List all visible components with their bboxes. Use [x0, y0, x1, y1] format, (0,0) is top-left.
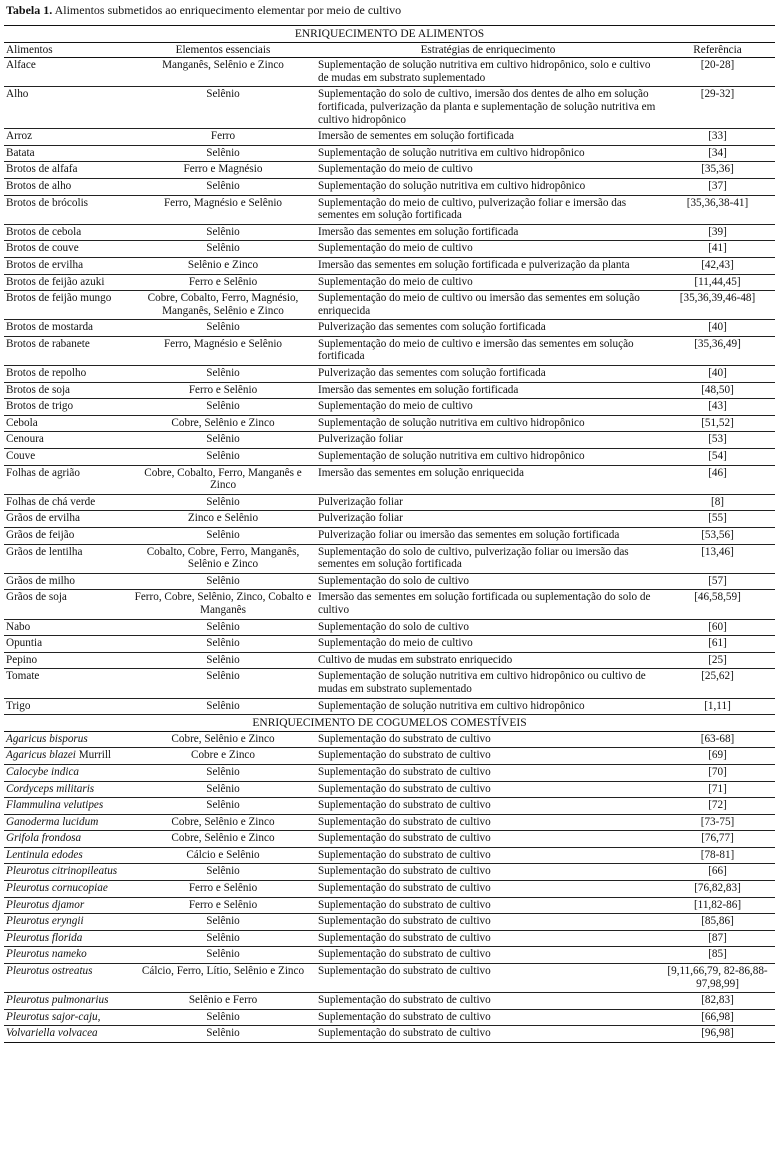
table-row	[4, 590, 775, 619]
strategy-cell: Suplementação do substrato de cultivo	[316, 781, 660, 798]
reference-cell: [66]	[660, 864, 775, 881]
reference-cell: [96,98]	[660, 1026, 775, 1043]
elements-cell: Selênio	[130, 432, 316, 449]
reference-cell: [40]	[660, 320, 775, 337]
strategy-cell: Pulverização das sementes com solução fortificada	[316, 320, 660, 337]
reference-cell: [51,52]	[660, 415, 775, 432]
elements-cell: Ferro	[130, 129, 316, 146]
reference-cell: [35,36]	[660, 162, 775, 179]
mushroom-cell	[4, 930, 130, 947]
food-cell: Brotos de repolho	[4, 366, 130, 383]
table-row	[4, 1026, 775, 1043]
table-row	[4, 1009, 775, 1026]
elements-cell: Cobre, Selênio e Zinco	[130, 814, 316, 831]
reference-cell: [61]	[660, 636, 775, 653]
reference-cell: [55]	[660, 511, 775, 528]
strategy-cell: Suplementação do meio de cultivo e imersão das sementes em solução fortificada	[316, 336, 660, 365]
strategy-cell: Suplementação do substrato de cultivo	[316, 764, 660, 781]
food-cell: Brotos de feijão azuki	[4, 274, 130, 291]
food-cell: Grãos de soja	[4, 590, 130, 619]
table-row	[4, 195, 775, 224]
elements-cell: Ferro e Selênio	[130, 382, 316, 399]
elements-cell: Selênio	[130, 494, 316, 511]
elements-cell: Cobre, Selênio e Zinco	[130, 415, 316, 432]
table-caption-label: Tabela 1.	[6, 3, 53, 17]
food-cell: Pepino	[4, 652, 130, 669]
strategy-cell: Cultivo de mudas em substrato enriquecido	[316, 652, 660, 669]
mushroom-cell	[4, 947, 130, 964]
species-author: Murrill	[75, 749, 112, 762]
food-cell: Brotos de rabanete	[4, 336, 130, 365]
reference-cell: [9,11,66,79, 82-86,88-97,98,99]	[660, 964, 775, 993]
table-row	[4, 432, 775, 449]
elements-cell: Selênio	[130, 914, 316, 931]
table-row	[4, 573, 775, 590]
strategy-cell: Suplementação do meio de cultivo	[316, 399, 660, 416]
reference-cell: [13,46]	[660, 544, 775, 573]
elements-cell: Selênio	[130, 449, 316, 466]
food-cell: Grãos de feijão	[4, 528, 130, 545]
section-title-row	[4, 715, 775, 732]
food-cell: Brotos de trigo	[4, 399, 130, 416]
reference-cell: [69]	[660, 748, 775, 765]
elements-cell: Selênio	[130, 698, 316, 715]
reference-cell: [48,50]	[660, 382, 775, 399]
mushroom-cell	[4, 764, 130, 781]
strategy-cell: Suplementação do substrato de cultivo	[316, 914, 660, 931]
strategy-cell: Suplementação do substrato de cultivo	[316, 993, 660, 1010]
reference-cell: [34]	[660, 145, 775, 162]
elements-cell: Selênio	[130, 178, 316, 195]
strategy-cell: Suplementação de solução nutritiva em cultivo hidropônico	[316, 449, 660, 466]
table-row	[4, 399, 775, 416]
table-caption	[6, 2, 779, 19]
food-cell: Tomate	[4, 669, 130, 698]
elements-cell: Ferro, Magnésio e Selênio	[130, 336, 316, 365]
strategy-cell: Suplementação do meio de cultivo, pulverização foliar e imersão das sementes em solução fortificada	[316, 195, 660, 224]
elements-cell: Selênio	[130, 652, 316, 669]
strategy-cell: Suplementação de solução nutritiva em cultivo hidropônico	[316, 415, 660, 432]
strategy-cell: Suplementação de solução nutritiva em cultivo hidropônico	[316, 698, 660, 715]
table-row	[4, 145, 775, 162]
elements-cell: Cobre, Selênio e Zinco	[130, 831, 316, 848]
elements-cell: Selênio	[130, 947, 316, 964]
food-cell: Trigo	[4, 698, 130, 715]
reference-cell: [43]	[660, 399, 775, 416]
table-row	[4, 831, 775, 848]
food-cell: Grãos de milho	[4, 573, 130, 590]
strategy-cell: Suplementação do solução nutritiva em cultivo hidropônico	[316, 178, 660, 195]
reference-cell: [71]	[660, 781, 775, 798]
mushroom-cell	[4, 798, 130, 815]
table-row	[4, 764, 775, 781]
strategy-cell: Suplementação de solução nutritiva em cultivo hidropônico ou cultivo de mudas em substrato suplementado	[316, 669, 660, 698]
elements-cell: Selênio	[130, 1009, 316, 1026]
food-cell: Brotos de alho	[4, 178, 130, 195]
species-name: Pleurotus nameko	[6, 948, 87, 961]
elements-cell: Selênio	[130, 798, 316, 815]
food-cell: Brotos de brócolis	[4, 195, 130, 224]
reference-cell: [72]	[660, 798, 775, 815]
species-name: Volvariella volvacea	[6, 1027, 98, 1040]
table-row	[4, 366, 775, 383]
section-title-foods: ENRIQUECIMENTO DE ALIMENTOS	[4, 26, 775, 43]
species-name: Pleurotus citrinopileatus	[6, 865, 118, 878]
strategy-cell: Suplementação do meio de cultivo	[316, 274, 660, 291]
elements-cell: Cálcio e Selênio	[130, 847, 316, 864]
food-cell: Alho	[4, 87, 130, 129]
reference-cell: [82,83]	[660, 993, 775, 1010]
strategy-cell: Suplementação do solo de cultivo, imersão dos dentes de alho em solução fortificada, pulverização da planta e suplementação de solução nutritiva em cultivo hidropônico	[316, 87, 660, 129]
mushroom-cell	[4, 993, 130, 1010]
food-cell: Folhas de agrião	[4, 465, 130, 494]
table-row	[4, 964, 775, 993]
reference-cell: [11,44,45]	[660, 274, 775, 291]
mushroom-cell	[4, 1009, 130, 1026]
table-row	[4, 881, 775, 898]
reference-cell: [66,98]	[660, 1009, 775, 1026]
strategy-cell: Suplementação do substrato de cultivo	[316, 847, 660, 864]
reference-cell: [40]	[660, 366, 775, 383]
food-cell: Opuntia	[4, 636, 130, 653]
reference-cell: [25,62]	[660, 669, 775, 698]
elements-cell: Selênio	[130, 241, 316, 258]
species-name: Pleurotus ostreatus	[6, 965, 93, 978]
section-title-row	[4, 26, 775, 43]
food-cell: Brotos de couve	[4, 241, 130, 258]
reference-cell: [60]	[660, 619, 775, 636]
strategy-cell: Suplementação do substrato de cultivo	[316, 748, 660, 765]
reference-cell: [78-81]	[660, 847, 775, 864]
food-cell: Arroz	[4, 129, 130, 146]
elements-cell: Selênio	[130, 320, 316, 337]
species-name: Pleurotus pulmonarius	[6, 994, 109, 1007]
section-title-mushrooms: ENRIQUECIMENTO DE COGUMELOS COMESTÍVEIS	[4, 715, 775, 732]
enrichment-table	[4, 25, 775, 1043]
reference-cell: [76,77]	[660, 831, 775, 848]
food-cell: Nabo	[4, 619, 130, 636]
strategy-cell: Imersão das sementes em solução fortificada e pulverização da planta	[316, 257, 660, 274]
reference-cell: [1,11]	[660, 698, 775, 715]
elements-cell: Selênio	[130, 573, 316, 590]
reference-cell: [57]	[660, 573, 775, 590]
table-row	[4, 87, 775, 129]
reference-cell: [37]	[660, 178, 775, 195]
species-name: Agaricus blazei	[6, 749, 76, 762]
strategy-cell: Imersão das sementes em solução fortificada	[316, 382, 660, 399]
elements-cell: Ferro, Magnésio e Selênio	[130, 195, 316, 224]
table-row	[4, 291, 775, 320]
elements-cell: Zinco e Selênio	[130, 511, 316, 528]
elements-cell: Selênio	[130, 528, 316, 545]
elements-cell: Ferro e Selênio	[130, 274, 316, 291]
food-cell: Brotos de soja	[4, 382, 130, 399]
food-cell: Cenoura	[4, 432, 130, 449]
table-row	[4, 847, 775, 864]
strategy-cell: Suplementação do solo de cultivo, pulverização foliar ou imersão das sementes em solução fortificada	[316, 544, 660, 573]
table-row	[4, 449, 775, 466]
table-row	[4, 798, 775, 815]
table-row	[4, 698, 775, 715]
table-body	[4, 58, 775, 1043]
strategy-cell: Suplementação do substrato de cultivo	[316, 881, 660, 898]
elements-cell: Cálcio, Ferro, Lítio, Selênio e Zinco	[130, 964, 316, 993]
food-cell: Brotos de feijão mungo	[4, 291, 130, 320]
reference-cell: [25]	[660, 652, 775, 669]
elements-cell: Selênio	[130, 619, 316, 636]
strategy-cell: Suplementação do substrato de cultivo	[316, 798, 660, 815]
species-name: Ganoderma lucidum	[6, 815, 99, 828]
mushroom-cell	[4, 897, 130, 914]
strategy-cell: Pulverização foliar ou imersão das sementes em solução fortificada	[316, 528, 660, 545]
elements-cell: Selênio	[130, 781, 316, 798]
strategy-cell: Pulverização foliar	[316, 432, 660, 449]
table-row	[4, 162, 775, 179]
food-cell: Brotos de cebola	[4, 224, 130, 241]
strategy-cell: Pulverização das sementes com solução fortificada	[316, 366, 660, 383]
mushroom-cell	[4, 1026, 130, 1043]
mushroom-cell	[4, 814, 130, 831]
mushroom-cell	[4, 964, 130, 993]
strategy-cell: Suplementação do substrato de cultivo	[316, 897, 660, 914]
reference-cell: [35,36,38-41]	[660, 195, 775, 224]
table-row	[4, 864, 775, 881]
table-row	[4, 914, 775, 931]
reference-cell: [70]	[660, 764, 775, 781]
reference-cell: [54]	[660, 449, 775, 466]
strategy-cell: Imersão das sementes em solução enriquecida	[316, 465, 660, 494]
strategy-cell: Pulverização foliar	[316, 494, 660, 511]
table-row	[4, 382, 775, 399]
strategy-cell: Pulverização foliar	[316, 511, 660, 528]
strategy-cell: Suplementação do meio de cultivo ou imersão das sementes em solução enriquecida	[316, 291, 660, 320]
reference-cell: [35,36,39,46-48]	[660, 291, 775, 320]
elements-cell: Ferro e Magnésio	[130, 162, 316, 179]
elements-cell: Ferro e Selênio	[130, 881, 316, 898]
table-row	[4, 415, 775, 432]
species-name: Pleurotus florida	[6, 931, 83, 944]
strategy-cell: Imersão das sementes em solução fortificada ou suplementação do solo de cultivo	[316, 590, 660, 619]
reference-cell: [20-28]	[660, 58, 775, 87]
table-row	[4, 336, 775, 365]
species-name: Lentinula edodes	[6, 848, 83, 861]
elements-cell: Selênio e Zinco	[130, 257, 316, 274]
elements-cell: Selênio	[130, 366, 316, 383]
reference-cell: [33]	[660, 129, 775, 146]
table-row	[4, 731, 775, 748]
reference-cell: [63-68]	[660, 731, 775, 748]
strategy-cell: Suplementação do solo de cultivo	[316, 573, 660, 590]
strategy-cell: Suplementação do substrato de cultivo	[316, 930, 660, 947]
column-header-row	[4, 42, 775, 58]
reference-cell: [76,82,83]	[660, 881, 775, 898]
food-cell: Cebola	[4, 415, 130, 432]
food-cell: Batata	[4, 145, 130, 162]
reference-cell: [11,82-86]	[660, 897, 775, 914]
reference-cell: [73-75]	[660, 814, 775, 831]
strategy-cell: Suplementação do substrato de cultivo	[316, 1026, 660, 1043]
table-row	[4, 320, 775, 337]
reference-cell: [39]	[660, 224, 775, 241]
species-name: Cordyceps militaris	[6, 782, 95, 795]
table-row	[4, 178, 775, 195]
elements-cell: Manganês, Selênio e Zinco	[130, 58, 316, 87]
elements-cell: Cobalto, Cobre, Ferro, Manganês, Selênio e Zinco	[130, 544, 316, 573]
mushroom-cell	[4, 731, 130, 748]
elements-cell: Selênio	[130, 636, 316, 653]
strategy-cell: Imersão das sementes em solução fortificada	[316, 224, 660, 241]
elements-cell: Selênio	[130, 864, 316, 881]
elements-cell: Selênio	[130, 930, 316, 947]
elements-cell: Ferro, Cobre, Selênio, Zinco, Cobalto e Manganês	[130, 590, 316, 619]
column-header-foods: Alimentos	[4, 42, 130, 58]
table-row	[4, 781, 775, 798]
food-cell: Grãos de lentilha	[4, 544, 130, 573]
food-cell: Brotos de mostarda	[4, 320, 130, 337]
table-row	[4, 129, 775, 146]
table-row	[4, 257, 775, 274]
species-name: Pleurotus djamor	[6, 898, 85, 911]
table-row	[4, 814, 775, 831]
species-name: Pleurotus cornucopiae	[6, 882, 108, 895]
strategy-cell: Suplementação do substrato de cultivo	[316, 814, 660, 831]
species-name: Calocybe indica	[6, 765, 80, 778]
elements-cell: Selênio	[130, 669, 316, 698]
reference-cell: [85,86]	[660, 914, 775, 931]
table-caption-text: Alimentos submetidos ao enriquecimento elementar por meio de cultivo	[54, 3, 402, 17]
table-row	[4, 993, 775, 1010]
strategy-cell: Suplementação do substrato de cultivo	[316, 1009, 660, 1026]
table-row	[4, 224, 775, 241]
table-row	[4, 58, 775, 87]
mushroom-cell	[4, 748, 130, 765]
mushroom-cell	[4, 881, 130, 898]
table-row	[4, 669, 775, 698]
mushroom-cell	[4, 914, 130, 931]
strategy-cell: Suplementação do substrato de cultivo	[316, 964, 660, 993]
elements-cell: Selênio	[130, 145, 316, 162]
food-cell: Alface	[4, 58, 130, 87]
table-row	[4, 494, 775, 511]
food-cell: Brotos de alfafa	[4, 162, 130, 179]
strategy-cell: Suplementação do substrato de cultivo	[316, 731, 660, 748]
table-row	[4, 930, 775, 947]
food-cell: Brotos de ervilha	[4, 257, 130, 274]
species-name: Agaricus bisporus	[6, 732, 88, 745]
species-name: Pleurotus sajor-caju,	[6, 1010, 101, 1023]
mushroom-cell	[4, 831, 130, 848]
strategy-cell: Suplementação do solo de cultivo	[316, 619, 660, 636]
reference-cell: [8]	[660, 494, 775, 511]
table-row	[4, 947, 775, 964]
reference-cell: [41]	[660, 241, 775, 258]
table-row	[4, 274, 775, 291]
strategy-cell: Suplementação do meio de cultivo	[316, 636, 660, 653]
reference-cell: [29-32]	[660, 87, 775, 129]
table-row	[4, 465, 775, 494]
elements-cell: Selênio	[130, 224, 316, 241]
elements-cell: Cobre e Zinco	[130, 748, 316, 765]
strategy-cell: Suplementação do substrato de cultivo	[316, 831, 660, 848]
reference-cell: [42,43]	[660, 257, 775, 274]
species-name: Pleurotus eryngii	[6, 915, 84, 928]
reference-cell: [53]	[660, 432, 775, 449]
table-row	[4, 748, 775, 765]
table-row	[4, 619, 775, 636]
table-row	[4, 652, 775, 669]
strategy-cell: Suplementação do substrato de cultivo	[316, 947, 660, 964]
strategy-cell: Suplementação do meio de cultivo	[316, 162, 660, 179]
reference-cell: [53,56]	[660, 528, 775, 545]
column-header-reference: Referência	[660, 42, 775, 58]
elements-cell: Ferro e Selênio	[130, 897, 316, 914]
food-cell: Couve	[4, 449, 130, 466]
elements-cell: Selênio	[130, 87, 316, 129]
strategy-cell: Imersão de sementes em solução fortificada	[316, 129, 660, 146]
reference-cell: [87]	[660, 930, 775, 947]
table-row	[4, 636, 775, 653]
strategy-cell: Suplementação do meio de cultivo	[316, 241, 660, 258]
strategy-cell: Suplementação de solução nutritiva em cultivo hidropônico	[316, 145, 660, 162]
elements-cell: Cobre, Cobalto, Ferro, Magnésio, Manganês, Selênio e Zinco	[130, 291, 316, 320]
elements-cell: Selênio	[130, 764, 316, 781]
mushroom-cell	[4, 864, 130, 881]
species-name: Flammulina velutipes	[6, 799, 104, 812]
column-header-strategies: Estratégias de enriquecimento	[316, 42, 660, 58]
mushroom-cell	[4, 847, 130, 864]
table-row	[4, 544, 775, 573]
food-cell: Folhas de chá verde	[4, 494, 130, 511]
reference-cell: [46,58,59]	[660, 590, 775, 619]
reference-cell: [85]	[660, 947, 775, 964]
table-row	[4, 897, 775, 914]
elements-cell: Selênio	[130, 1026, 316, 1043]
mushroom-cell	[4, 781, 130, 798]
reference-cell: [46]	[660, 465, 775, 494]
elements-cell: Cobre, Selênio e Zinco	[130, 731, 316, 748]
strategy-cell: Suplementação do substrato de cultivo	[316, 864, 660, 881]
food-cell: Grãos de ervilha	[4, 511, 130, 528]
elements-cell: Cobre, Cobalto, Ferro, Manganês e Zinco	[130, 465, 316, 494]
table-row	[4, 528, 775, 545]
document-page	[4, 0, 779, 1043]
reference-cell: [35,36,49]	[660, 336, 775, 365]
table-row	[4, 241, 775, 258]
column-header-elements: Elementos essenciais	[130, 42, 316, 58]
elements-cell: Selênio e Ferro	[130, 993, 316, 1010]
species-name: Grifola frondosa	[6, 832, 82, 845]
table-row	[4, 511, 775, 528]
elements-cell: Selênio	[130, 399, 316, 416]
strategy-cell: Suplementação de solução nutritiva em cultivo hidropônico, solo e cultivo de mudas em substrato suplementado	[316, 58, 660, 87]
